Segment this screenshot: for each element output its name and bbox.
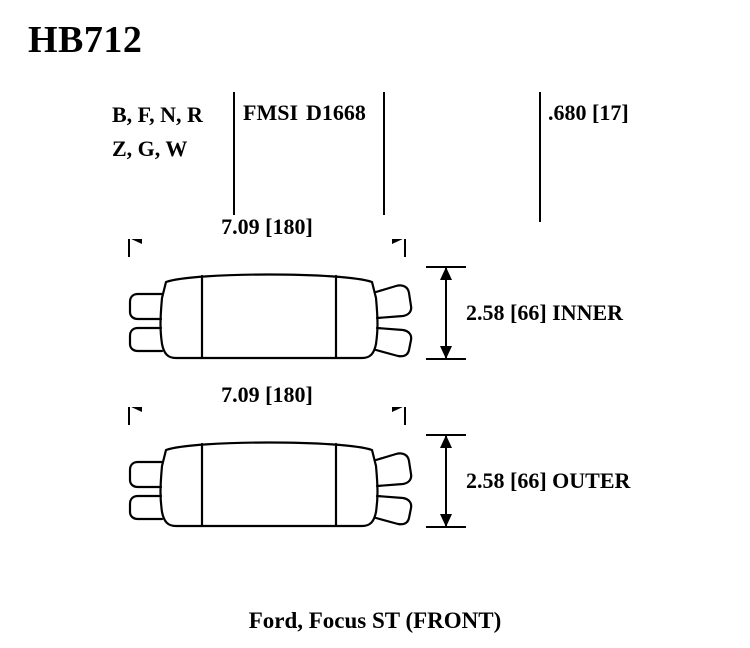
outer-pad-drawing [124,436,414,541]
fmsi-value: D1668 [306,100,366,125]
outer-pad-height-label [466,468,630,494]
inner-pad-svg [124,268,414,368]
divider-line-left [233,92,235,222]
fmsi-label: FMSI [243,100,298,125]
inner-pad-height-label [466,300,623,326]
divider-line-right [383,92,385,222]
outer-pad-width-dimension [128,382,406,416]
divider-line-right-outer [539,92,541,222]
vehicle-application-label: Ford, Focus ST (FRONT) [248,608,502,633]
arrow-up-icon [440,435,452,448]
part-number: HB712 [28,19,143,61]
arrow-up-icon [440,267,452,280]
inner-pad-width-label: 7.09 [180] [128,215,406,239]
outer-pad-height-value: 2.58 [66] [466,468,547,493]
inner-pad-height-value: 2.58 [66] [466,300,547,325]
thickness-value: .680 [17] [548,100,629,125]
fmsi-block [243,100,366,126]
compound-code-row-2: Z, G, W [112,136,188,161]
inner-pad-position-label: INNER [552,300,624,325]
inner-pad-width-dimension [128,214,406,248]
inner-pad-height-dimension [436,266,624,360]
outer-pad-svg [124,436,414,536]
arrow-down-icon [440,514,452,527]
compound-code-row-1: B, F, N, R [112,102,203,127]
outer-pad-position-label: OUTER [552,468,631,493]
arrow-down-icon [440,346,452,359]
outer-pad-height-dimension [436,434,631,528]
compound-code-list [112,98,203,166]
outer-pad-width-label: 7.09 [180] [128,383,406,407]
inner-pad-drawing [124,268,414,373]
